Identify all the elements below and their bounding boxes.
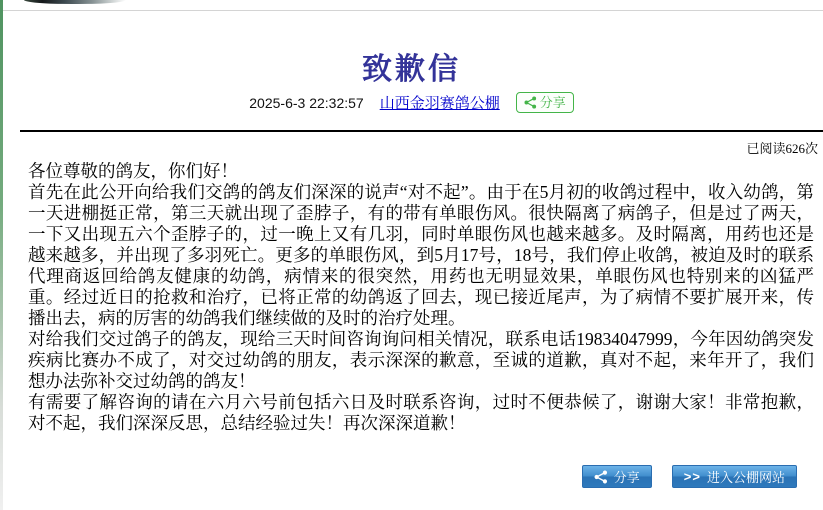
share-button-label: 分享	[613, 470, 640, 485]
content-divider	[20, 130, 823, 132]
enter-site-button[interactable]	[672, 465, 797, 488]
article-meta	[0, 92, 823, 113]
share-icon	[524, 96, 537, 109]
share-button-top[interactable]	[516, 92, 574, 113]
share-button-bottom[interactable]	[582, 465, 652, 488]
article-paragraph-greeting: 各位尊敬的鸽友，你们好！	[28, 161, 238, 181]
article-paragraph-apology: 首先在此公开向给我们交鸽的鸽友们深深的说声“对不起”。由于在5月初的收鸽过程中，收入幼鸽，第一天进棚挺正常，第三天就出现了歪脖子，有的带有单眼伤风。很快隔离了病鸽子，但是过了两天，一下又出现五六个歪脖子的，过一晚上又有几羽，同时单眼伤风也越来越多。及时隔离，用药也还是越来越多，并出现了多羽死亡。更多的单眼伤风，到5月17号，18号，我们停止收鸽，被迫及时的联系代理商返回给鸽友健康的幼鸽，病情来的很突然，用药也无明显效果，单眼伤风也特别来的凶猛严重。经过近日的抢救和治疗，已将正常的幼鸽返了回去，现已接近尾声，为了病情不要扩展开来，传播出去，病的厉害的幼鸽我们继续做的及时的治疗处理。	[28, 182, 814, 328]
header-image-remnant	[24, 0, 126, 4]
footer-actions	[582, 465, 797, 488]
article-body	[28, 161, 814, 434]
read-count: 已阅读626次	[746, 141, 818, 156]
top-divider	[3, 10, 823, 11]
loft-link[interactable]: 山西金羽赛鸽公棚	[379, 96, 500, 112]
publish-timestamp: 2025-6-3 22:32:57	[249, 94, 364, 111]
enter-site-label: 进入公棚网站	[706, 470, 785, 485]
share-button-label: 分享	[539, 95, 566, 110]
double-chevron-icon: >>	[683, 469, 701, 484]
page-title: 致歉信	[362, 53, 461, 86]
share-icon	[594, 470, 608, 484]
article-paragraph-contact: 对给我们交过鸽子的鸽友，现给三天时间咨询询问相关情况，联系电话19834047999，今年因幼鸽突发疾病比赛办不成了，对交过幼鸽的朋友，表示深深的歉意，至诚的道歉，真对不起，来年开了，我们想办法弥补交过幼鸽的鸽友！	[28, 329, 814, 391]
article-paragraph-closing: 有需要了解咨询的请在六月六号前包括六日及时联系咨询，过时不便恭候了，谢谢大家！非常抱歉，对不起，我们深深反思，总结经验过失！再次深深道歉！	[28, 392, 814, 433]
